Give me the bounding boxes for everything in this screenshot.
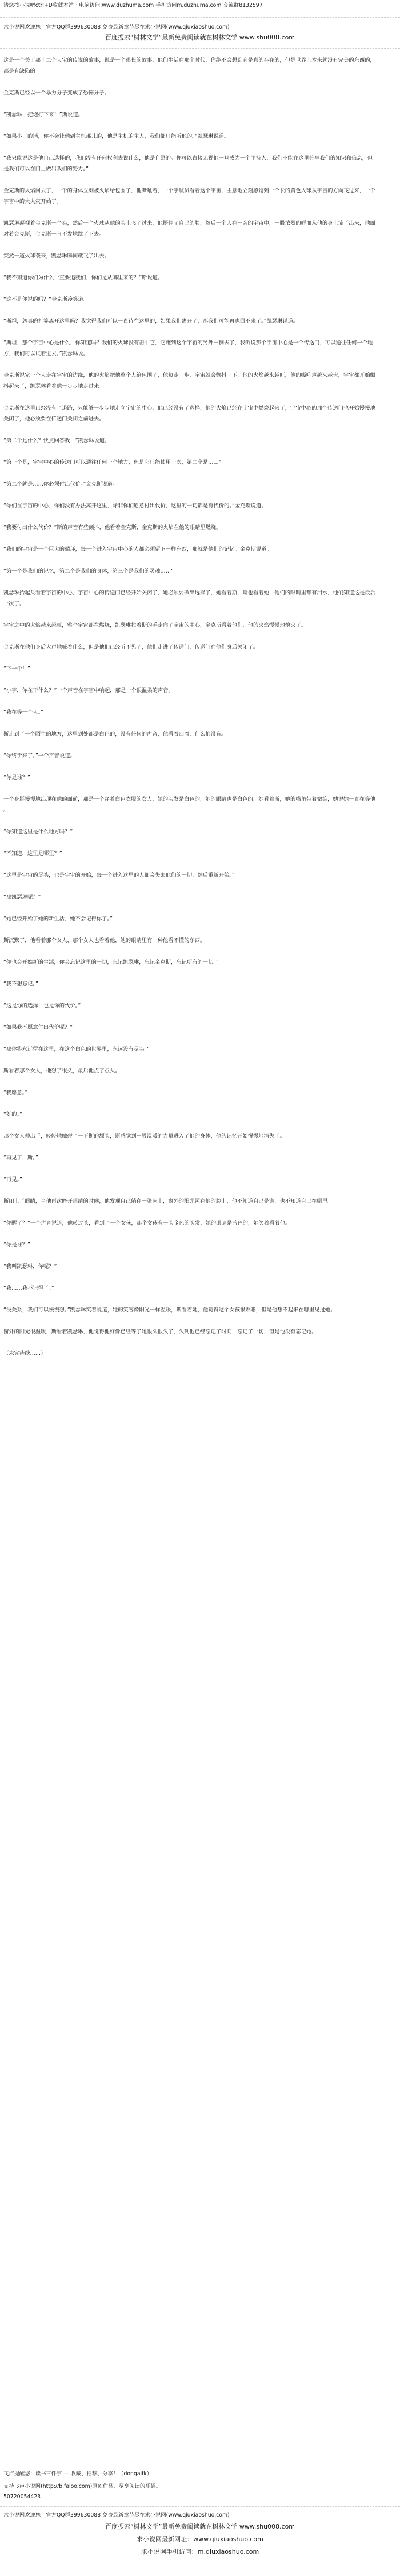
paragraph-line: “我不知道你们为什么一直要追我们，你们是从哪里来的？”斯说道。	[3, 275, 163, 281]
paragraph	[3, 370, 397, 392]
paragraph	[3, 55, 397, 77]
paragraph-line: “再见。”	[3, 1176, 22, 1183]
paragraph-line: 斯沉默了，他看着那个女人，那个女人也看着他，她的眼睛里有一种他看不懂的东西。	[3, 937, 206, 944]
paragraph-line: 都是有缺陷的	[3, 68, 35, 74]
paragraph-line: 宇宙之中的火焰越来越旺，整个宇宙都在燃烧，凯瑟琳拉着斯的手走向了宇宙的中心，金克斯看着他们，他的火焰慢慢地熄灭了。	[3, 622, 306, 629]
paragraph	[3, 337, 397, 359]
paragraph-line: “第一个是我们的记忆，第二个是我们的身体，第三个是我们的灵魂……”	[3, 568, 174, 574]
footer-intro: 求小说网欢迎您！官方QQ群399630088 免费最新章节尽在求小说网(www.qiuxiaoshuo.com)	[3, 2512, 230, 2518]
paragraph-line: “我们的宇宙是一个巨大的循环，每一个进入宇宙中心的人都必须留下一样东西，那就是他们的记忆。”金克斯说道。	[3, 546, 272, 552]
paragraph-line: 斯闭上了眼睛，当他再次睁开眼睛的时候，他发现自己躺在一张床上，窗外的阳光照在他的脸上，他不知道自己是谁，也不知道自己在哪里。	[3, 1198, 333, 1204]
paragraph-line: 凯瑟琳抬起头看着宇宙的中心，宇宙中心的传送门已经开始关闭了，她必须要做出选择了，她看着斯，斯也看着她，他们的眼睛里都有泪水，他们知道这是最后	[3, 590, 375, 596]
paragraph	[3, 663, 397, 674]
paragraph-line: “那你将永远留在这里，在这个白色的世界里，永远没有尽头。”	[3, 1046, 150, 1052]
paragraph	[3, 435, 397, 446]
paragraph	[3, 272, 397, 283]
paragraph	[3, 1239, 397, 1250]
paragraph-line: “第二个就是……你必须付出代价。”金克斯说道。	[3, 481, 118, 487]
paragraph	[3, 131, 397, 142]
paragraph	[3, 1348, 397, 1359]
top-bar	[3, 2, 263, 9]
paragraph-line: “你是谁？”	[3, 1242, 30, 1248]
paragraph	[3, 826, 397, 837]
paragraph-line: 金克斯在这里已经没有了退路，只能够一步步地走向宇宙的中心，他已经没有了选择，他的火焰已经在宇宙中燃烧起来了，宇宙中心的那个传送门也开始慢慢地	[3, 405, 375, 411]
paragraph	[3, 913, 397, 924]
paragraph	[3, 1109, 397, 1120]
paragraph	[3, 1283, 397, 1294]
paragraph-line: “我要付出什么代价？”斯的声音有些颤抖，他看着金克斯，金克斯的火焰在他的眼睛里燃烧。	[3, 524, 222, 531]
paragraph	[3, 707, 397, 718]
paragraph-line: “你终于来了。”一个声音说道。	[3, 753, 75, 759]
paragraph-line: “你也会开始新的生活，你会忘记这里的一切，忘记凯瑟琳，忘记金克斯，忘记所有的一切。”	[3, 959, 219, 965]
paragraph	[3, 185, 397, 207]
paragraph	[3, 544, 397, 555]
paragraph-line: “我愿意。”	[3, 1090, 28, 1096]
paragraph-line: “凯瑟琳，把炮打下来！”斯说道。	[3, 112, 83, 118]
paragraph-line: “她已经开始了她的新生活，她不会记得你了。”	[3, 916, 113, 922]
paragraph	[3, 500, 397, 511]
paragraph	[3, 1044, 397, 1055]
paragraph	[3, 479, 397, 490]
paragraph	[3, 1152, 397, 1163]
paragraph-line: “我不想忘记。”	[3, 981, 38, 987]
paragraph-line: “你们在宇宙的中心，你们没有办法离开这里，除非你们愿意付出代价，这里的一切都是有代价的。”金克斯说道。	[3, 503, 267, 509]
divider	[0, 2506, 400, 2507]
divider	[0, 17, 400, 18]
paragraph-line: “我在等一个人。”	[3, 709, 44, 715]
header-slogan[interactable]: 百度搜索“树林文学”最新免费阅读就在树林文学 www.shu008.com	[105, 34, 295, 41]
footer-number: 50720054423	[3, 2494, 41, 2500]
paragraph	[3, 566, 397, 577]
top-bar-text: 请您按小说吧ctrl+D收藏本站 · 电脑访问:www.duzhuma.com 手机访问m.duzhuma.com 交流群8132597	[3, 2, 263, 9]
paragraph-line: “你知道这里是什么地方吗？”	[3, 829, 73, 835]
paragraph-line: 那个女人伸出手，轻轻地触碰了一下斯的额头，斯感觉到一股温暖的力量进入了他的身体，他的记忆开始慢慢地消失了。	[3, 1133, 285, 1139]
paragraph	[3, 587, 397, 609]
footer-slogan[interactable]: 百度搜索“树林文学”最新免费阅读就在树林文学 www.shu008.com	[105, 2523, 295, 2530]
paragraph-line: “我叫凯瑟琳，你呢？”	[3, 1263, 57, 1270]
paragraph-line: 金克斯已经以一个暴力分子变成了恐怖分子。	[3, 90, 110, 96]
paragraph	[3, 848, 397, 859]
paragraph-line: 方，我们可以试着进去。”凯瑟琳说。	[3, 351, 89, 357]
paragraph-line: “我……我不记得了。”	[3, 1285, 54, 1291]
paragraph	[3, 251, 397, 261]
paragraph	[3, 88, 397, 98]
paragraph-line: “斯坦，您真的打算离开这里吗？我觉得我们可以一直待在这里的，如果我们离开了，那我们可能再也回不来了。”凯瑟琳说道。	[3, 318, 299, 324]
paragraph	[3, 620, 397, 631]
paragraph-line: “第二个是什么？快点回答我！”凯瑟琳说道。	[3, 438, 110, 444]
paragraph-line: “好的。”	[3, 1111, 22, 1118]
paragraph-line: “斯坦，那个宇宙中心是什么，你知道吗？我们的火球没有击中它，它跑到这个宇宙的另外一侧去了，我听说那个宇宙中心是一个传送门，可以通往任何一个地	[3, 340, 373, 346]
paragraph-line: “再见了，斯。”	[3, 1155, 38, 1161]
paragraph-line: “没关系，我们可以慢慢想。”凯瑟琳笑着说道，她的笑容像阳光一样温暖，斯看着她，他觉得这个女孩很熟悉，但是他想不起来在哪里见过她。	[3, 1307, 336, 1313]
paragraph	[3, 750, 397, 761]
paragraph-line: “我只能说这是他自己选择的，我们没有任何权利去说什么，他是自愿的。你可以直接无视他一旦成为一个主持人，我们不能在这里分享我们的知识和信息，但	[3, 155, 373, 161]
paragraph	[3, 316, 397, 327]
paragraph	[3, 522, 397, 533]
paragraph-line: 这是一个关于那十二个天宝的传说的故事，说是一个很长的故事，他们生活在那个时代，你绝不会想到它是真的存在的，但是世界上本来就没有完美的东西的，	[3, 57, 375, 63]
paragraph	[3, 457, 397, 468]
paragraph-line: 凯瑟琳凝视着金克斯一个头，然后一个火球从他的头上飞了过来，他捂住了自己的脸，然后一个人在一旁的宇宙中，一股浓烈的鲜血从他的身上流了出来，他面	[3, 220, 375, 226]
paragraph	[3, 1066, 397, 1076]
paragraph-line: “那凯瑟琳呢？”	[3, 894, 41, 900]
paragraph	[3, 1196, 397, 1207]
paragraph-line: “第一个是，宇宙中心的传送门可以通往任何一个地方，但是它只能使用一次，第二个是……”	[3, 459, 222, 466]
paragraph-line: 关闭了，他必须要在传送门关闭之前进去。	[3, 416, 105, 422]
paragraph-line: 突然一道火球袭来，凯瑟琳瞬间就飞了出去。	[3, 253, 110, 259]
paragraph	[3, 153, 397, 174]
paragraph-line: “如果我不愿意付出代价呢？”	[3, 1024, 73, 1031]
paragraph	[3, 294, 397, 305]
paragraph	[3, 870, 397, 881]
paragraph	[3, 218, 397, 240]
paragraph-line: 对着金克斯，金克斯一言不发地跳了下去。	[3, 231, 105, 237]
paragraph	[3, 935, 397, 946]
paragraph-line: 。	[3, 807, 9, 813]
paragraph	[3, 403, 397, 424]
paragraph-line: 斯看着那个女人，他想了很久，最后他点了点头。	[3, 1068, 121, 1074]
paragraph-line: “下一个！”	[3, 666, 30, 672]
paragraph-line: 金克斯在他们身后大声地喊着什么，但是他们已经听不见了，他们走进了传送门，传送门在他们身后关闭了。	[3, 644, 259, 650]
paragraph	[3, 1261, 397, 1272]
paragraph-line: 宇宙中的大火灾开始了。	[3, 198, 62, 205]
paragraph	[3, 109, 397, 120]
paragraph	[3, 794, 397, 816]
paragraph-line: 是我们可以在门上做出我们的努力。”	[3, 166, 89, 172]
paragraph	[3, 1131, 397, 1142]
paragraph-line: “这不是你说的吗？”金克斯冷笑道。	[3, 296, 89, 303]
paragraph-line: （未完待续……）	[3, 1350, 46, 1357]
paragraph-line: “不知道，这里是哪里？”	[3, 850, 62, 857]
paragraph-line: 金克斯的火焰回去了，一个的身体立刻被火焰给包围了，他嘶吼着，一个宇航员看着这个宇宙，主意地立刻感觉到一个长的黄色火球从宇宙的方向飞过来，一个	[3, 188, 375, 194]
paragraph	[3, 1218, 397, 1229]
paragraph-line: 抖起来了，凯瑟琳看着他一步步地走过来。	[3, 383, 105, 389]
paragraph	[3, 892, 397, 903]
paragraph-line: “这里是宇宙的尽头，也是宇宙的开始，每一个进入这里的人都会失去他们的一切，然后重新开始。”	[3, 872, 235, 878]
paragraph-line: “你醒了？”一个声音说道，他转过头，看到了一个女孩，那个女孩有一头金色的头发，她的眼睛是蓝色的，她笑着看着他。	[3, 1220, 291, 1226]
paragraph-line: “小宇，你在干什么？”一个声音在宇宙中响起，那是一个很温柔的声音。	[3, 687, 174, 694]
paragraph	[3, 642, 397, 653]
paragraph	[3, 1326, 397, 1337]
footer-domain-mobile[interactable]: 求小说网手机访问：m.qiuxiaoshuo.com	[141, 2548, 259, 2555]
paragraph	[3, 979, 397, 989]
footer-support-link[interactable]: 支持飞卢小说网(http://b.faloo.com)原创作品，尽享阅读的乐趣。	[3, 2483, 162, 2490]
paragraph	[3, 1000, 397, 1011]
paragraph	[3, 772, 397, 783]
paragraph	[3, 685, 397, 696]
paragraph-line: 一个身影慢慢地出现在他的面前，那是一个穿着白色衣服的女人，她的头发是白色的，她的眼睛也是白色的，她看着斯，她的嘴角带着微笑，她说她一直在等他	[3, 796, 375, 802]
paragraph	[3, 1022, 397, 1033]
footer-domain-web[interactable]: 求小说网最新网址：www.qiuxiaoshuo.com	[137, 2535, 263, 2543]
paragraph-line: 金克斯说完一个人走在宇宙的边缘，他的火焰把他整个人给包围了，他每走一步，宇宙就会颤抖一下，他的火焰越来越旺，他的嘶吼声越来越大，宇宙都开始颤	[3, 372, 375, 379]
paragraph-line: “这是你的选择，也是你的代价。”	[3, 1003, 81, 1009]
paragraph	[3, 1305, 397, 1315]
divider	[0, 48, 400, 49]
paragraph	[3, 957, 397, 968]
paragraph-line: 一次了。	[3, 601, 25, 607]
paragraph	[3, 1174, 397, 1185]
header-intro: 求小说网欢迎您！官方QQ群399630088 免费最新章节尽在求小说网(www.qiuxiaoshuo.com)	[3, 24, 230, 30]
footer-note: 飞卢提醒您：读书三件事 — 收藏、推荐、分享！（dongaifk）	[3, 2471, 153, 2477]
paragraph-line: “你是谁？”	[3, 774, 30, 781]
paragraph-line: 窗外的阳光很温暖，斯看着凯瑟琳，他觉得他好像已经等了她很久很久了，久到他已经忘记了时间，忘记了一切，但是他没有忘记她。	[3, 1329, 317, 1335]
paragraph	[3, 729, 397, 740]
paragraph	[3, 1087, 397, 1098]
paragraph-line: 斯走到了一个陌生的地方，这里到处都是白色的，没有任何的声音，他看着四周，什么都没有。	[3, 731, 227, 737]
paragraph-line: “如果小丁的话，你不会让他到主机那儿的，他是主机的主人，我们都只能听他的。”凯瑟琳说道。	[3, 133, 230, 140]
